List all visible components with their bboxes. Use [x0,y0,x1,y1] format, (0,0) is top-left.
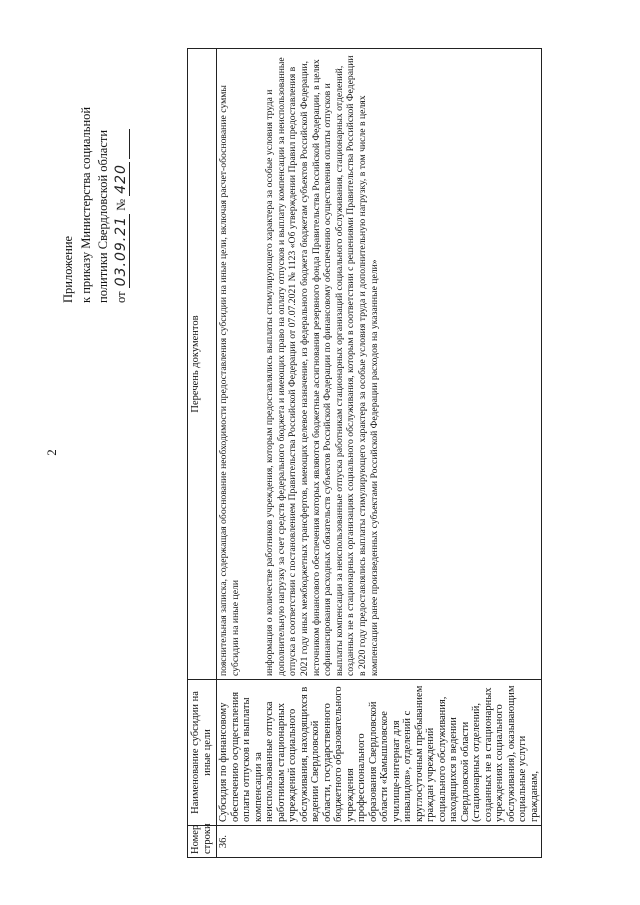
header-documents: Перечень документов [188,49,217,680]
row-number-cell: 36. [217,826,542,858]
table-header-row [188,49,217,858]
documents-table [187,48,542,858]
subsidy-name-cell: Субсидия по финансовому обеспечению осуществления оплаты отпусков и выплаты компенсации за неиспользованные отпуска работникам стационарных учреждений социального обслуживания, находящихся в ведении Свердловской области, государственного бюджетного образовательного учреждения профессионального образования Свердловской области «Камышловское училище-интернат для инвалидов», отделений с круглосуточным пребыванием граждан учреждений социального обслуживания, находящихся в ведении Свердловской области (стационарных отделений, созданных не в стационарных учреждениях социального обслуживания), оказывающим социальные услуги гражданам, [217,680,542,826]
appendix-date-line [113,43,131,303]
handwritten-date: 03.09.21 [112,215,129,287]
appendix-line-1: к приказу Министерства социальной [78,106,93,303]
date-prefix: от [113,291,128,303]
appendix-block [60,43,130,303]
appendix-title: Приложение [61,235,75,303]
appendix-line-2: политики Свердловской области [96,129,110,303]
document-item-explanatory-note: пояснительная записка, содержащая обоснование необходимости предоставления субсидии на иные цели, включая расчет-обоснование суммы субсидии на иные цели [218,85,241,676]
page-number: 2 [44,449,59,456]
table-row [217,49,542,858]
header-row-number: Номер строки [188,826,217,858]
signature-underline [117,129,130,159]
number-prefix: № [113,198,128,211]
handwritten-number: 420 [112,164,129,194]
documents-cell [217,49,542,680]
header-subsidy-name: Наименование субсидии на иные цели [188,680,217,826]
document-item-employee-info: информация о количестве работников учреждения, которым предоставлялись выплаты стимулирующего характера за особые условия труда и дополнительную нагрузку за счет средств федерального бюджета и имеющих право на оплату отпусков и выплату компенсации за неиспользованные отпуска в соответствии с постановлением Правительства Российской Федерации от 07.07.2021 № 1123 «Об утверждении Правил предоставления в 2021 году иных межбюджетных трансфертов, имеющих целевое назначение, из федерального бюджета бюджетам субъектов Российской Федерации, источником финансового обеспечения которых являются бюджетные ассигнования резервного фонда Правительства Российской Федерации, в целях софинансирования расходных обязательств субъектов Российской Федерации по финансовому обеспечению осуществления оплаты отпусков и выплаты компенсации за неиспользованные отпуска работникам стационарных организаций социального обслуживания, стационарных отделений, созданных не в стационарных организациях социального обслуживания, которым в соответствии с решениями Правительства Российской Федерации в 2020 году предоставлялись выплаты стимулирующего характера за особые условия труда и дополнительную нагрузку, в том числе в целях компенсации ранее произведенных субъектами Российской Федерации расходов на указанные цели» [264,55,380,676]
